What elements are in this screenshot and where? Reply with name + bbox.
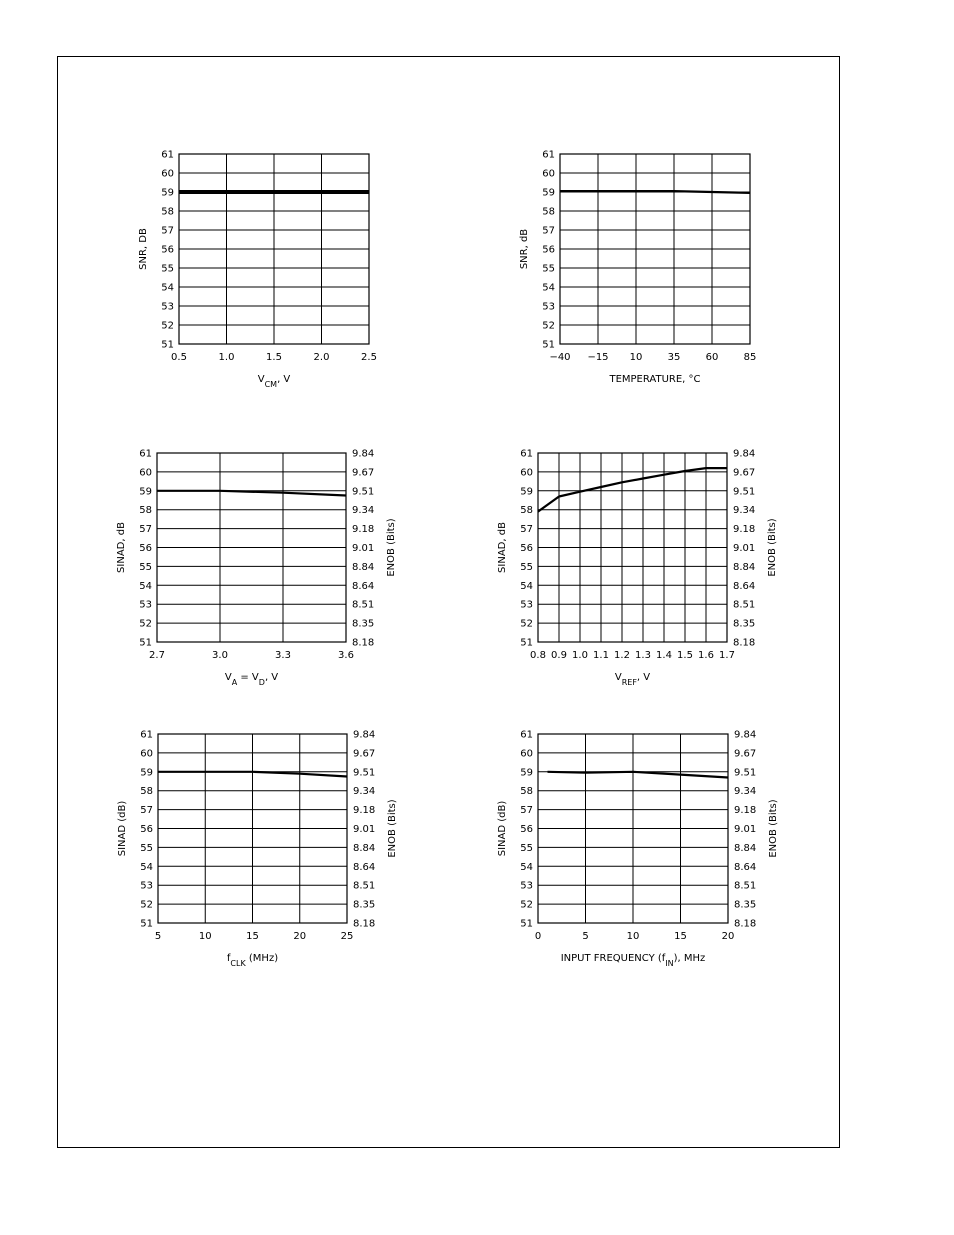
y2-tick-label: 8.84 (352, 561, 375, 573)
y2-tick-label: 8.51 (352, 599, 375, 611)
y2-tick-label: 8.35 (352, 618, 375, 630)
x-tick-label: 5 (154, 931, 162, 942)
y-axis-label: SINAD, dB (116, 522, 127, 573)
x-tick-label: 1.0 (218, 352, 235, 363)
y-tick-label: 53 (542, 301, 555, 313)
y-tick-label: 51 (140, 918, 153, 930)
x-axis-label (225, 672, 278, 687)
y2-tick-label: 9.51 (733, 486, 756, 498)
y-tick-label: 51 (161, 339, 174, 351)
y-tick-label: 59 (140, 767, 153, 779)
y2-tick-label: 8.18 (734, 918, 757, 930)
y2-tick-label: 8.35 (353, 899, 376, 911)
series-line (157, 491, 346, 496)
x-axis-label-part: f (226, 953, 231, 964)
y2-tick-label: 9.34 (353, 786, 376, 798)
y2-tick-label: 9.34 (733, 505, 756, 517)
y-axis-label: SINAD (dB) (117, 800, 128, 857)
y-tick-label: 53 (139, 599, 152, 611)
x-tick-label: 60 (705, 352, 719, 363)
x-tick-label: 3.6 (338, 650, 354, 661)
y-tick-label: 57 (542, 225, 555, 237)
y2-tick-label: 9.18 (734, 805, 757, 817)
y2-tick-label: 9.18 (733, 524, 756, 536)
chart-sinad-vs-vref (497, 449, 778, 687)
y2-tick-label: 9.51 (734, 767, 757, 779)
x-axis-label-subscript: IN (665, 958, 674, 968)
y-tick-label: 54 (139, 580, 152, 592)
x-tick-label: 1.2 (614, 650, 630, 661)
x-tick-label: 1.3 (635, 650, 651, 661)
x-axis-label-part: = V (237, 672, 259, 683)
y-tick-label: 60 (161, 168, 174, 180)
y-axis-label: SINAD (dB) (497, 800, 508, 857)
x-tick-label: 25 (340, 931, 354, 942)
y-tick-label: 55 (542, 263, 555, 275)
y-tick-label: 60 (520, 467, 533, 479)
y-tick-label: 60 (140, 748, 153, 760)
y-tick-label: 59 (520, 486, 533, 498)
x-tick-label: 20 (293, 931, 307, 942)
y-tick-label: 61 (139, 448, 152, 460)
y-tick-label: 60 (542, 168, 555, 180)
y-tick-label: 61 (520, 448, 533, 460)
y2-tick-label: 8.64 (353, 861, 376, 873)
y-tick-label: 56 (542, 244, 555, 256)
y2-tick-label: 8.64 (734, 861, 757, 873)
x-axis-label (608, 374, 700, 385)
y2-tick-label: 8.64 (733, 580, 756, 592)
y2-tick-label: 8.51 (353, 880, 376, 892)
y-tick-label: 58 (520, 786, 533, 798)
x-tick-label: 5 (582, 931, 589, 942)
x-axis-label (561, 953, 706, 968)
y2-tick-label: 8.84 (734, 842, 757, 854)
y-tick-label: 54 (161, 282, 174, 294)
y-tick-label: 54 (140, 861, 153, 873)
y2-tick-label: 9.18 (353, 805, 376, 817)
y2-tick-label: 8.84 (733, 561, 756, 573)
chart-sinad-vs-fin (497, 730, 779, 968)
x-axis-label-part: TEMPERATURE, °C (609, 374, 701, 385)
x-tick-label: 1.7 (719, 650, 735, 661)
y2-tick-label: 9.67 (353, 748, 376, 760)
x-tick-label: −15 (587, 352, 609, 363)
x-axis-label-part: V (224, 672, 232, 683)
y2-tick-label: 9.84 (353, 729, 376, 741)
x-tick-label: 85 (743, 352, 757, 363)
y-tick-label: 55 (161, 263, 174, 275)
y2-tick-label: 9.67 (734, 748, 757, 760)
x-axis-label-subscript: CM (264, 379, 278, 389)
y-tick-label: 59 (542, 187, 555, 199)
y-tick-label: 53 (161, 301, 174, 313)
y-tick-label: 51 (139, 637, 152, 649)
y-tick-label: 57 (520, 805, 533, 817)
chart-snr-vs-vcm (138, 150, 377, 389)
x-axis-label-part: V (614, 672, 622, 683)
y-axis-label: SNR, dB (519, 228, 530, 270)
y-tick-label: 61 (520, 729, 533, 741)
x-axis-label-part: (MHz) (245, 953, 279, 964)
y-tick-label: 54 (542, 282, 555, 294)
x-tick-label: 1.0 (572, 650, 588, 661)
x-axis-label-subscript: REF (621, 677, 637, 687)
y-tick-label: 59 (520, 767, 533, 779)
y-tick-label: 61 (542, 149, 555, 161)
y-axis-label: SNR, DB (138, 228, 149, 270)
x-tick-label: −40 (549, 352, 571, 363)
x-tick-label: 35 (667, 352, 681, 363)
x-tick-label: 15 (246, 931, 259, 942)
x-tick-label: 10 (629, 352, 643, 363)
y-tick-label: 51 (542, 339, 555, 351)
x-axis-label (227, 953, 278, 968)
y2-tick-label: 9.67 (352, 467, 375, 479)
y-tick-label: 51 (520, 918, 533, 930)
x-axis-label-part: V (257, 374, 265, 385)
y2-tick-label: 8.35 (734, 899, 757, 911)
x-tick-label: 3.3 (275, 650, 291, 661)
x-tick-label: 15 (674, 931, 687, 942)
y2-tick-label: 8.18 (352, 637, 375, 649)
y2-tick-label: 9.84 (734, 729, 757, 741)
y-tick-label: 58 (140, 786, 153, 798)
x-tick-label: 20 (721, 931, 735, 942)
y-tick-label: 55 (520, 561, 533, 573)
x-tick-label: 1.5 (677, 650, 693, 661)
x-tick-label: 0.9 (551, 650, 567, 661)
series-line (560, 191, 750, 193)
x-tick-label: 1.1 (593, 650, 609, 661)
y-tick-label: 55 (139, 561, 152, 573)
x-axis-label (258, 374, 291, 389)
chart-sinad-vs-fclk (117, 730, 398, 968)
y-tick-label: 57 (139, 524, 152, 536)
chart-sinad-vs-va (116, 449, 397, 687)
y2-tick-label: 8.18 (353, 918, 376, 930)
y-tick-label: 53 (140, 880, 153, 892)
x-tick-label: 0.5 (171, 352, 187, 363)
x-tick-label: 1.5 (266, 352, 282, 363)
y-tick-label: 52 (139, 618, 152, 630)
x-tick-label: 1.4 (656, 650, 672, 661)
y2-tick-label: 9.51 (353, 767, 376, 779)
y-tick-label: 55 (140, 842, 153, 854)
y-tick-label: 56 (520, 824, 533, 835)
y-tick-label: 55 (520, 842, 533, 854)
y-tick-label: 54 (520, 861, 533, 873)
y2-tick-label: 9.01 (352, 543, 375, 554)
y2-axis-label: ENOB (Bits) (767, 518, 778, 577)
x-tick-label: 0 (534, 931, 542, 942)
y-tick-label: 56 (139, 543, 152, 554)
y-tick-label: 60 (520, 748, 533, 760)
y2-tick-label: 9.51 (352, 486, 375, 498)
y2-tick-label: 9.84 (352, 448, 375, 460)
y-tick-label: 52 (161, 320, 174, 332)
y2-tick-label: 8.84 (353, 842, 376, 854)
y-tick-label: 58 (139, 505, 152, 517)
x-axis-label-part: , V (277, 374, 291, 385)
x-axis-label-part: ), MHz (673, 953, 706, 964)
y-tick-label: 51 (520, 637, 533, 649)
y2-axis-label: ENOB (Bits) (387, 799, 398, 858)
y2-tick-label: 9.01 (733, 543, 756, 554)
y-tick-label: 56 (520, 543, 533, 554)
series-line (538, 468, 727, 512)
y-tick-label: 60 (139, 467, 152, 479)
y2-tick-label: 9.01 (734, 824, 757, 835)
x-tick-label: 1.6 (698, 650, 714, 661)
y-tick-label: 59 (161, 187, 174, 199)
y-tick-label: 57 (161, 225, 174, 237)
x-tick-label: 2.7 (149, 650, 165, 661)
series-line (548, 772, 729, 778)
y-tick-label: 57 (520, 524, 533, 536)
y-tick-label: 61 (161, 149, 174, 161)
x-tick-label: 0.8 (530, 650, 546, 661)
y-axis-label: SINAD, dB (497, 522, 508, 573)
y-tick-label: 52 (140, 899, 153, 911)
y-tick-label: 54 (520, 580, 533, 592)
x-axis-label-subscript: A (231, 677, 238, 687)
x-tick-label: 3.0 (212, 650, 228, 661)
chart-snr-vs-temperature (519, 150, 756, 386)
y2-tick-label: 9.18 (352, 524, 375, 536)
x-axis-label-subscript: CLK (230, 958, 246, 968)
y-tick-label: 58 (520, 505, 533, 517)
y2-axis-label: ENOB (Bits) (768, 799, 779, 858)
x-axis-label-part: , V (636, 672, 651, 683)
y2-axis-label: ENOB (Bits) (386, 518, 397, 577)
y-tick-label: 53 (520, 880, 533, 892)
y-tick-label: 52 (542, 320, 555, 332)
x-tick-label: 2.0 (313, 352, 330, 363)
x-axis-label (615, 672, 650, 687)
y-tick-label: 57 (140, 805, 153, 817)
y2-tick-label: 8.35 (733, 618, 756, 630)
x-axis-label-part: INPUT FREQUENCY (f (560, 953, 666, 964)
y-tick-label: 56 (140, 824, 153, 835)
y2-tick-label: 9.34 (734, 786, 757, 798)
x-axis-label-subscript: D (258, 677, 265, 687)
x-axis-label-part: , V (264, 672, 279, 683)
x-tick-label: 2.5 (361, 352, 377, 363)
y2-tick-label: 9.01 (353, 824, 376, 835)
x-tick-label: 10 (626, 931, 640, 942)
y-tick-label: 58 (542, 206, 555, 218)
y2-tick-label: 8.51 (734, 880, 757, 892)
y2-tick-label: 9.34 (352, 505, 375, 517)
y-tick-label: 52 (520, 618, 533, 630)
y-tick-label: 59 (139, 486, 152, 498)
y2-tick-label: 9.67 (733, 467, 756, 479)
y-tick-label: 58 (161, 206, 174, 218)
y-tick-label: 52 (520, 899, 533, 911)
y-tick-label: 53 (520, 599, 533, 611)
y2-tick-label: 9.84 (733, 448, 756, 460)
x-tick-label: 10 (198, 931, 212, 942)
y-tick-label: 56 (161, 244, 174, 256)
y2-tick-label: 8.51 (733, 599, 756, 611)
y2-tick-label: 8.64 (352, 580, 375, 592)
y2-tick-label: 8.18 (733, 637, 756, 649)
y-tick-label: 61 (140, 729, 153, 741)
